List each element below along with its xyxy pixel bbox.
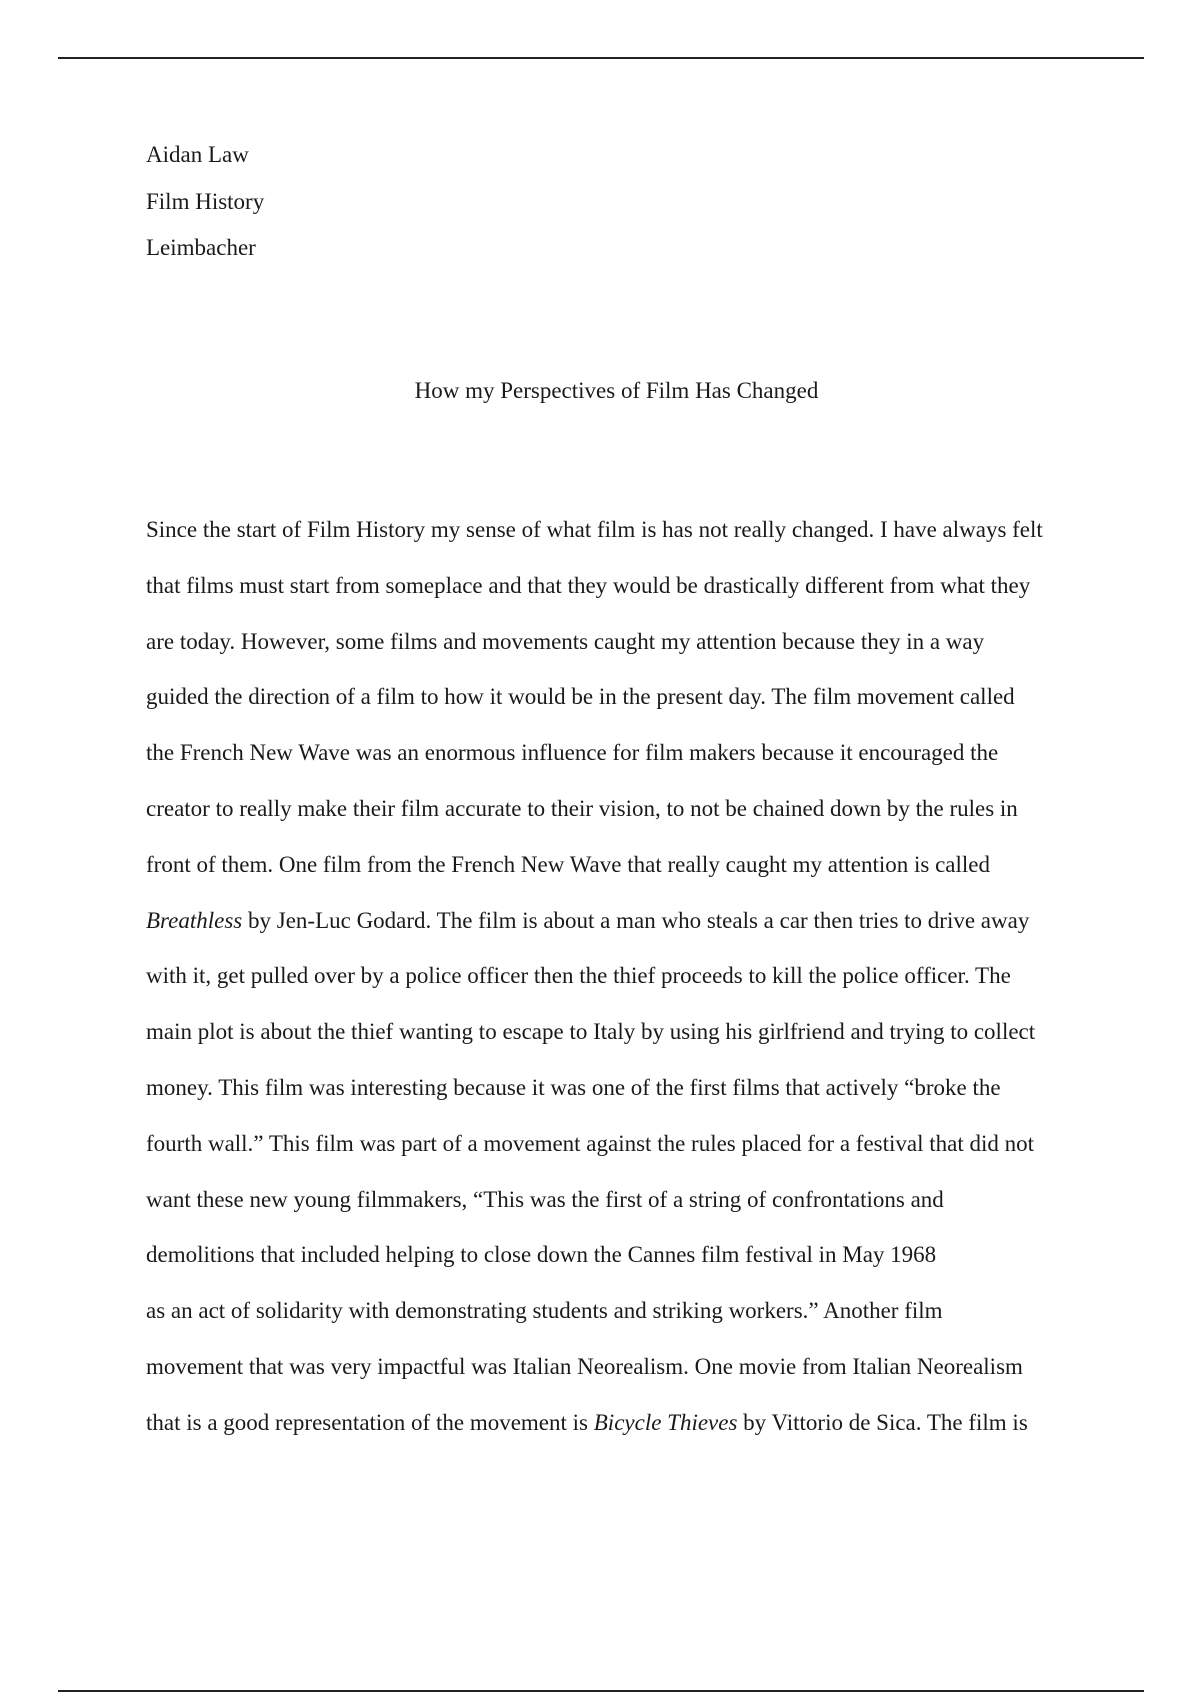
essay-line xyxy=(146,795,1043,851)
essay-text-segment: demolitions that included helping to close down the Cannes film festival in May 1968 xyxy=(146,1242,937,1268)
essay-text-segment: that films must start from someplace and that they would be drastically different from what they xyxy=(146,572,1031,598)
essay-text-segment: fourth wall.” This film was part of a movement against the rules placed for a festival that did not xyxy=(146,1130,1035,1156)
film-title-italic: Bicycle Thieves xyxy=(593,1409,738,1435)
essay-line xyxy=(146,516,1043,572)
essay-text-segment: guided the direction of a film to how it would be in the present day. The film movement called xyxy=(146,684,1015,710)
essay-text-segment: money. This film was interesting because it was one of the first films that actively “broke the xyxy=(146,1074,1001,1100)
essay-text-segment: as an act of solidarity with demonstrating students and striking workers.” Another film xyxy=(146,1298,943,1324)
author-header-block xyxy=(146,142,264,282)
essay-text-segment: Since the start of Film History my sense of what film is has not really changed. I have always felt xyxy=(146,517,1043,542)
essay-text-segment: by Jen-Luc Godard. The film is about a man who steals a car then tries to drive away xyxy=(242,907,1030,933)
course-name: Film History xyxy=(146,188,265,214)
page-bottom-rule xyxy=(58,1690,1144,1692)
essay-line xyxy=(146,1241,1043,1297)
essay-text-segment: with it, get pulled over by a police officer then the thief proceeds to kill the police officer. The xyxy=(146,963,1011,989)
essay-line xyxy=(146,1018,1043,1074)
page-top-rule xyxy=(58,57,1144,59)
essay-text-segment: creator to really make their film accurate to their vision, to not be chained down by the rules in xyxy=(146,795,1018,821)
essay-text-segment: main plot is about the thief wanting to escape to Italy by using his girlfriend and trying to collect xyxy=(146,1019,1036,1045)
essay-text-segment: the French New Wave was an enormous influence for film makers because it encouraged the xyxy=(146,740,999,766)
essay-line xyxy=(146,1409,1043,1465)
essay-line xyxy=(146,739,1043,795)
essay-text-segment: movement that was very impactful was Italian Neorealism. One movie from Italian Neorealism xyxy=(146,1353,1023,1379)
essay-line xyxy=(146,962,1043,1018)
essay-body xyxy=(146,516,1043,1465)
author-name: Aidan Law xyxy=(146,142,249,167)
essay-line xyxy=(146,1130,1043,1186)
essay-line xyxy=(146,1074,1043,1130)
essay-line xyxy=(146,1297,1043,1353)
essay-line xyxy=(146,1186,1043,1242)
essay-title: How my Perspectives of Film Has Changed xyxy=(414,378,819,403)
essay-line xyxy=(146,572,1043,628)
essay-text-segment: that is a good representation of the movement is xyxy=(146,1409,594,1435)
essay-line xyxy=(146,683,1043,739)
film-title-italic: Breathless xyxy=(146,907,243,933)
essay-text-segment: by Vittorio de Sica. The film is xyxy=(737,1409,1028,1435)
essay-line xyxy=(146,851,1043,907)
essay-line xyxy=(146,907,1043,963)
essay-line xyxy=(146,628,1043,684)
essay-text-segment: front of them. One film from the French New Wave that really caught my attention is called xyxy=(146,851,990,877)
essay-line xyxy=(146,1353,1043,1409)
essay-text-segment: are today. However, some films and movements caught my attention because they in a way xyxy=(146,628,985,654)
essay-text-segment: want these new young filmmakers, “This was the first of a string of confrontations and xyxy=(146,1186,944,1212)
instructor-name: Leimbacher xyxy=(146,235,256,260)
